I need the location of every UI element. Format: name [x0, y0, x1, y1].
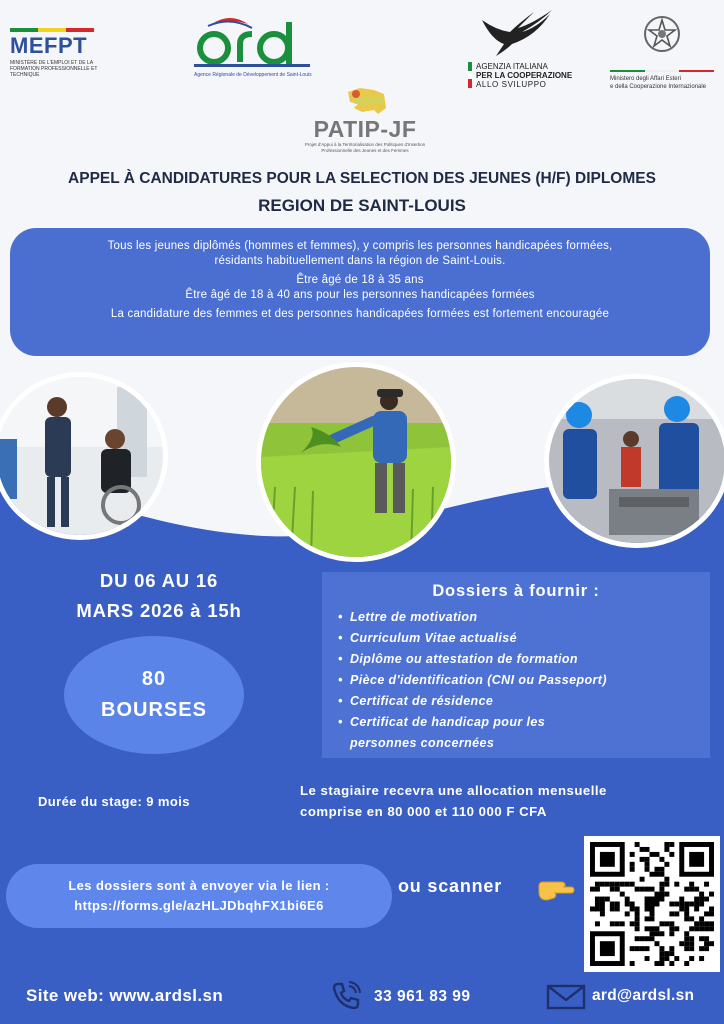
patip-logo [290, 86, 440, 162]
allocation-line2: comprise en 80 000 et 110 000 F CFA [300, 804, 547, 819]
bourses-badge [64, 636, 244, 754]
aics-logo [466, 10, 576, 90]
maeci-line2: e della Cooperazione Internazionale [610, 84, 707, 90]
list-item: • Certificat de handicap pour les [338, 715, 546, 729]
list-item: • Lettre de motivation [338, 610, 478, 624]
phone-number[interactable]: 33 961 83 99 [374, 988, 471, 1005]
allocation-text [300, 780, 716, 822]
mefpt-logo [10, 28, 100, 78]
ard-subtitle: Agence Régionale de Développement de Saint-Louis [194, 72, 312, 78]
application-link[interactable]: https://forms.gle/azHLJDbqhFX1bi6E6 [74, 898, 324, 913]
pointing-hand-icon [537, 874, 575, 902]
eligibility-age: Être âgé de 18 à 35 ans [296, 274, 424, 286]
patip-name: PATIP-JF [313, 116, 417, 142]
aics-line3: ALLO SVILUPPO [476, 80, 547, 89]
internship-duration: Durée du stage: 9 mois [38, 794, 190, 809]
list-item: • Pièce d'identification (CNI ou Passeport) [338, 673, 607, 687]
emblem-icon [642, 14, 682, 58]
patip-subtitle: Projet d'Appui à la Territorialisation des Politiques d'Insertion Professionnelle des Jeunes et des Femmes [304, 142, 426, 153]
bourses-count: 80 [141, 668, 167, 690]
photo-rice-field [256, 362, 456, 562]
allocation-line1: Le stagiaire recevra une allocation mensuelle [300, 783, 607, 798]
documents-title: Dossiers à fournir : [432, 582, 600, 600]
ard-emblem-icon [190, 14, 320, 70]
eligibility-age-handicap: Être âgé de 18 à 40 ans pour les personnes handicapées formées [185, 289, 535, 301]
website-link[interactable]: Site web: www.ardsl.sn [26, 986, 224, 1005]
aics-line2: PER LA COOPERAZIONE [476, 71, 573, 80]
required-documents-box [322, 572, 710, 758]
list-item: • Diplôme ou attestation de formation [338, 652, 578, 666]
phone-icon [330, 980, 362, 1012]
documents-list [322, 607, 710, 754]
qr-code-icon [590, 842, 714, 966]
list-item: • Certificat de résidence [338, 694, 494, 708]
region-title: REGION DE SAINT-LOUIS [258, 196, 466, 215]
email-address[interactable]: ard@ardsl.sn [592, 987, 695, 1004]
dove-icon [466, 10, 576, 60]
deadline-dates [24, 566, 294, 626]
eligibility-box [10, 228, 710, 356]
senegal-map-icon [344, 86, 388, 120]
maeci-logo [606, 12, 718, 92]
bourses-label: BOURSES [101, 699, 207, 721]
photo-office-group [0, 372, 168, 540]
mefpt-title: MEFPT [10, 33, 88, 58]
eligibility-line2: résidants habituellement dans la région de Saint-Louis. [214, 255, 506, 267]
link-instruction: Les dossiers sont à envoyer via le lien : [68, 878, 330, 893]
maeci-line1: Ministero degli Affari Esteri [610, 76, 681, 82]
page-title: APPEL À CANDIDATURES POUR LA SELECTION DES JEUNES (H/F) DIPLOMES [68, 170, 656, 187]
aics-line1: AGENZIA ITALIANA [476, 62, 548, 71]
mail-icon [546, 984, 586, 1010]
eligibility-encouragement: La candidature des femmes et des personnes handicapées formées est fortement encouragée [110, 308, 610, 320]
list-item: • Curriculum Vitae actualisé [338, 631, 517, 645]
dates-line1: DU 06 AU 16 [99, 570, 219, 591]
qr-code[interactable] [584, 836, 720, 972]
application-link-box[interactable] [6, 864, 392, 928]
ard-logo [190, 14, 320, 78]
dates-line2: MARS 2026 à 15h [76, 600, 242, 621]
photo-mechanics [544, 374, 724, 548]
mefpt-subtitle: MINISTÈRE DE L'EMPLOI ET DE LA FORMATION PROFESSIONNELLE ET TECHNIQUE [10, 60, 98, 78]
list-item-continuation: personnes concernées [350, 736, 495, 750]
scanner-label: ou scanner [398, 876, 503, 896]
eligibility-line1: Tous les jeunes diplômés (hommes et femmes), y compris les personnes handicapées formées, [107, 240, 613, 252]
